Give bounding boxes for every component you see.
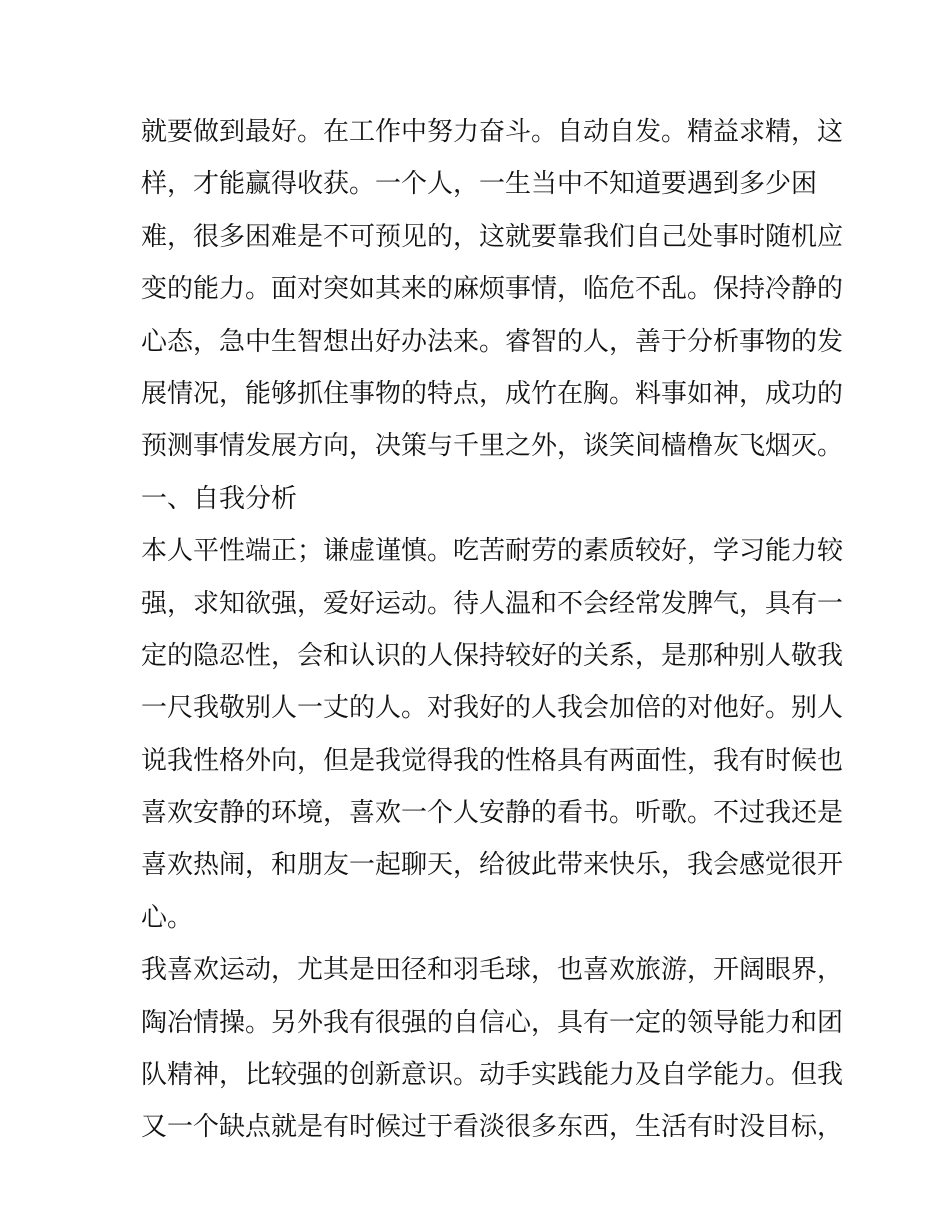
text-line: 队精神，比较强的创新意识。动手实践能力及自学能力。但我 — [141, 1060, 844, 1091]
text-line: 预测事情发展方向，决策与千里之外，谈笑间樯橹灰飞烟灭。 — [141, 431, 844, 462]
text-line: 定的隐忍性，会和认识的人保持较好的关系，是那种别人敬我 — [141, 640, 844, 671]
text-line: 又一个缺点就是有时候过于看淡很多东西，生活有时没目标， — [141, 1112, 844, 1143]
text-line: 就要做到最好。在工作中努力奋斗。自动自发。精益求精，这 — [141, 117, 844, 147]
text-line: 说我性格外向，但是我觉得我的性格具有两面性，我有时候也 — [141, 745, 844, 776]
document-body — [141, 106, 844, 1154]
text-line: 心。 — [141, 902, 194, 933]
section-heading: 一、自我分析 — [141, 483, 298, 514]
text-line: 心态，急中生智想出好办法来。睿智的人，善于分析事物的发 — [141, 326, 844, 357]
text-line: 展情况，能够抓住事物的特点，成竹在胸。料事如神，成功的 — [141, 378, 844, 409]
text-line: 喜欢热闹，和朋友一起聊天，给彼此带来快乐，我会感觉很开 — [141, 850, 844, 881]
text-line: 变的能力。面对突如其来的麻烦事情，临危不乱。保持冷静的 — [141, 274, 844, 305]
text-line: 我喜欢运动，尤其是田径和羽毛球，也喜欢旅游，开阔眼界， — [141, 955, 844, 986]
text-line: 本人平性端正；谦虚谨慎。吃苦耐劳的素质较好，学习能力较 — [141, 536, 844, 567]
text-line: 样，才能赢得收获。一个人，一生当中不知道要遇到多少困 — [141, 169, 818, 200]
text-line: 难，很多困难是不可预见的，这就要靠我们自己处事时随机应 — [141, 221, 844, 252]
text-line: 一尺我敬别人一丈的人。对我好的人我会加倍的对他好。别人 — [141, 693, 844, 724]
text-line: 陶冶情操。另外我有很强的自信心，具有一定的领导能力和团 — [141, 1007, 844, 1038]
text-line: 喜欢安静的环境，喜欢一个人安静的看书。听歌。不过我还是 — [141, 798, 844, 829]
text-line: 强，求知欲强，爱好运动。待人温和不会经常发脾气，具有一 — [141, 588, 844, 619]
